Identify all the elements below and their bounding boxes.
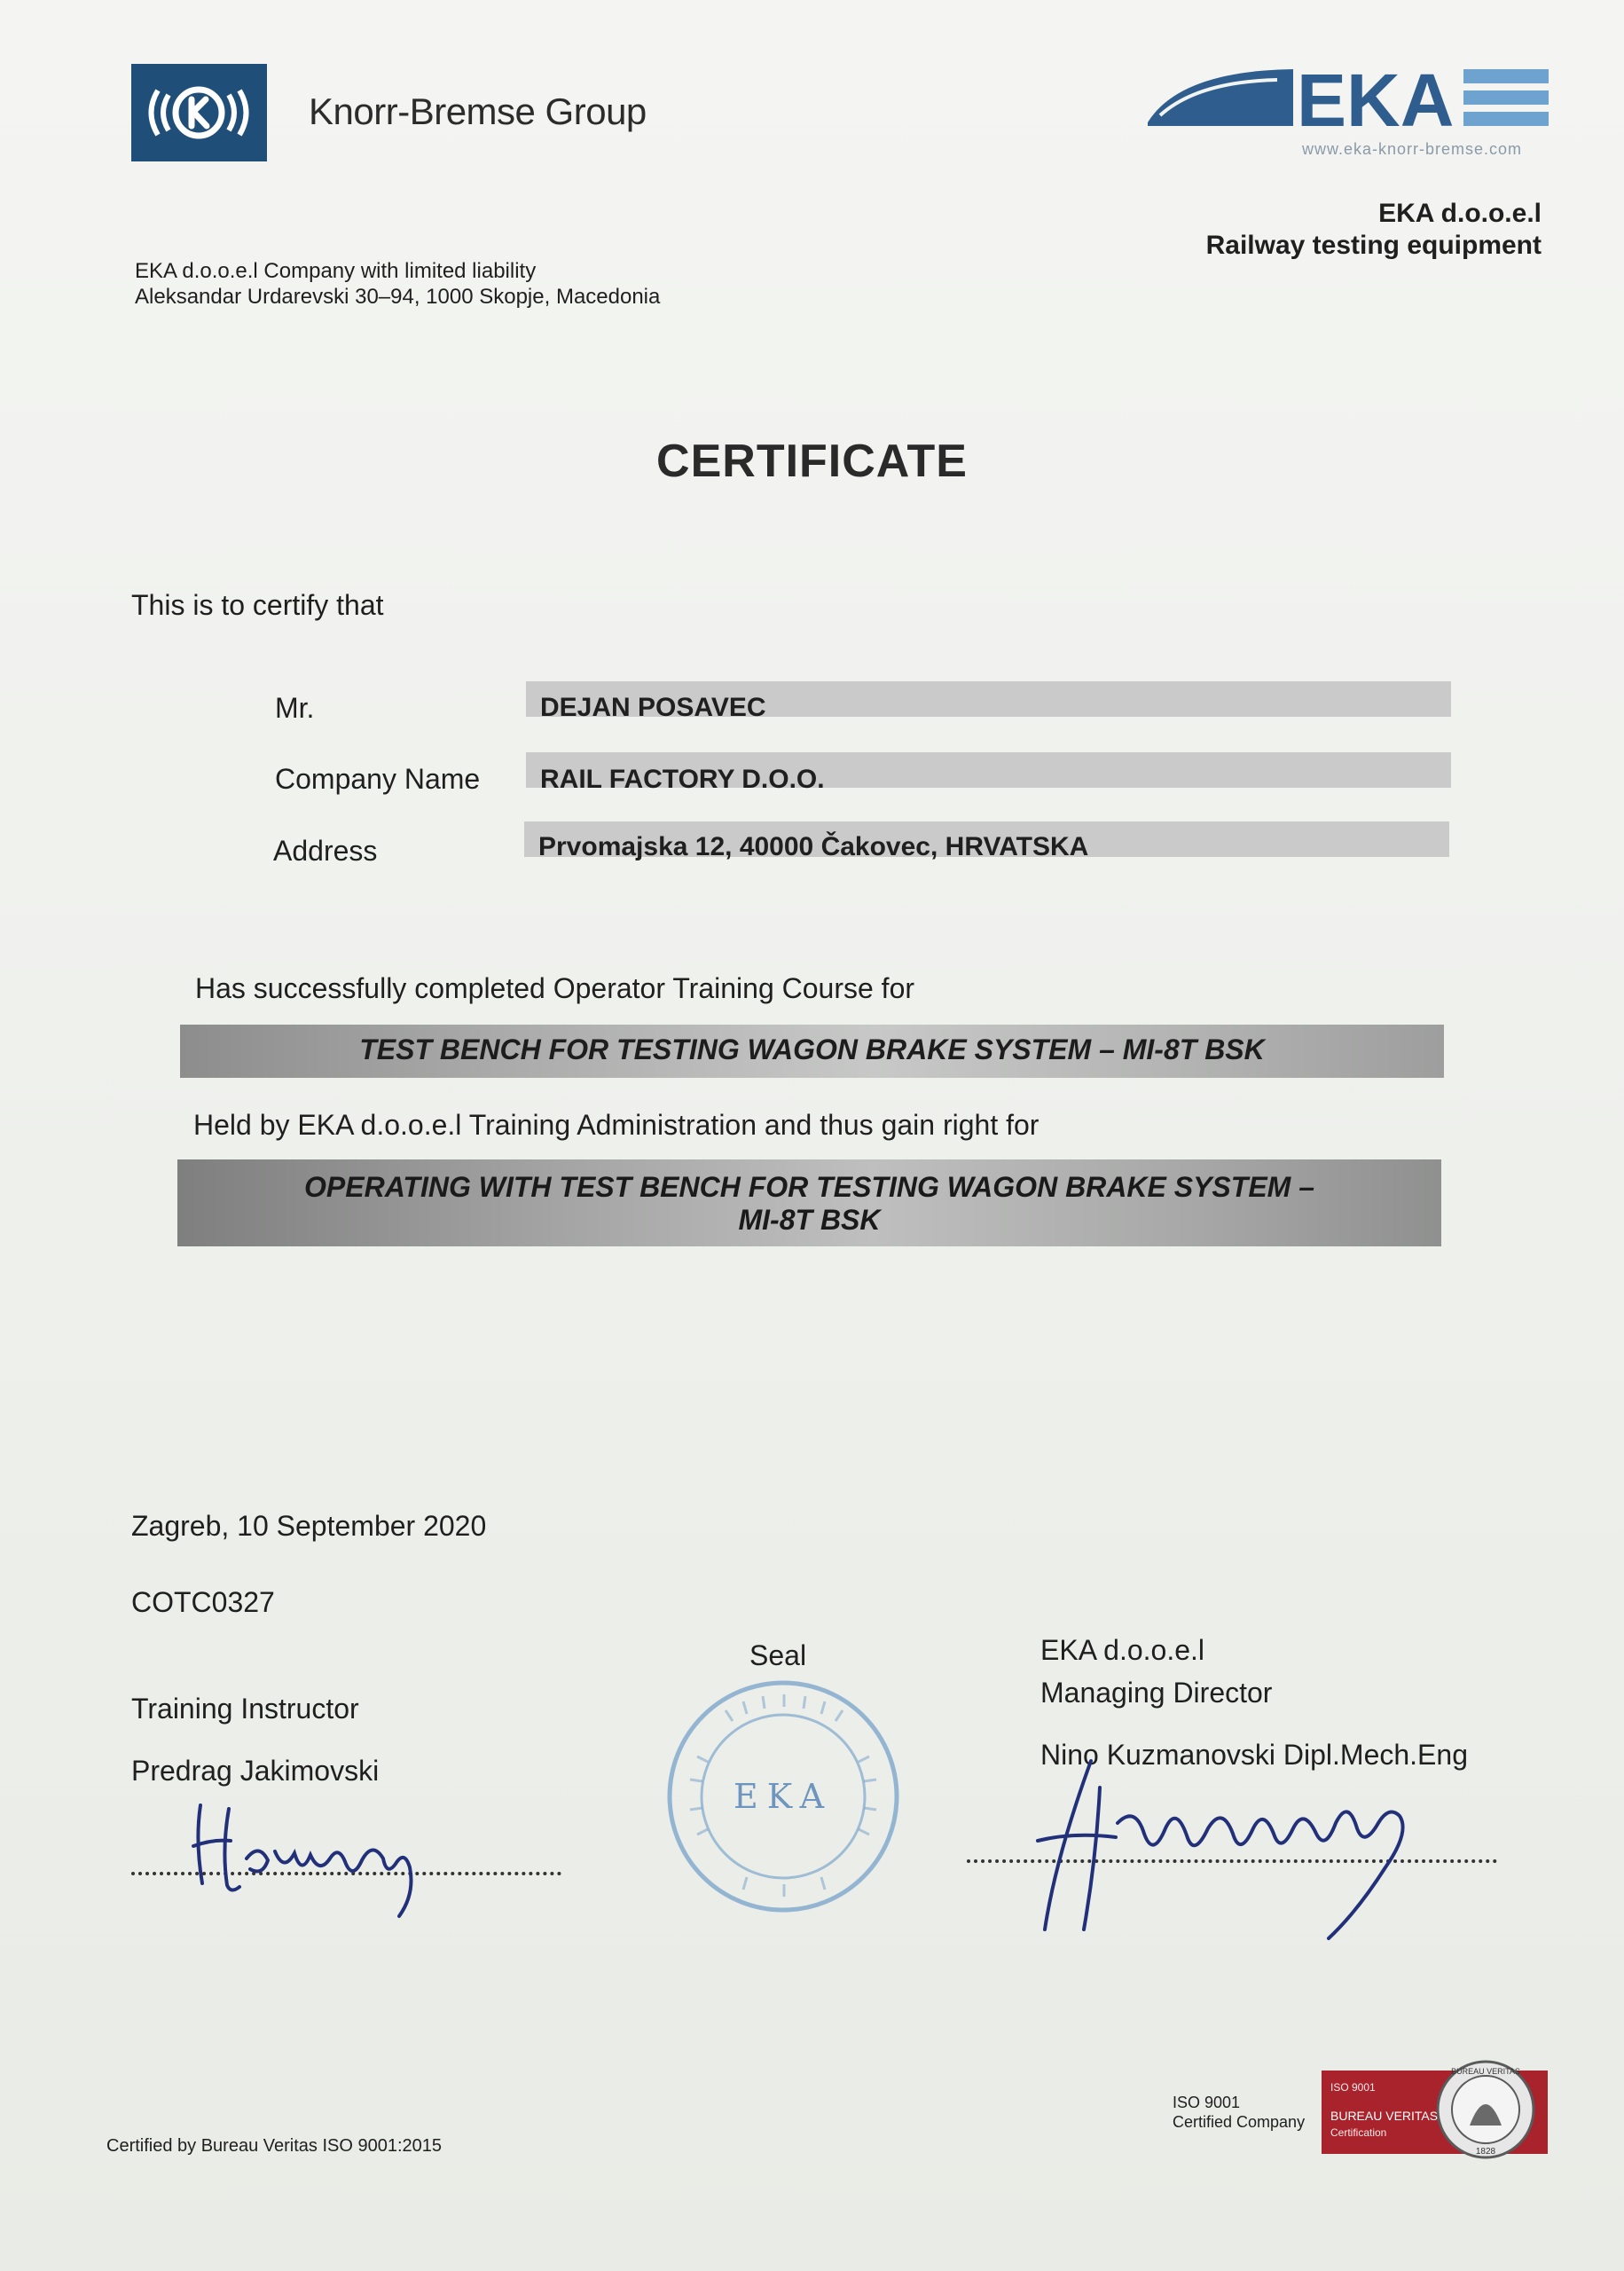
signature-icon xyxy=(177,1788,443,1921)
instructor-signature xyxy=(177,1788,443,1921)
field-label-company: Company Name xyxy=(275,763,481,795)
certify-text: This is to certify that xyxy=(131,589,384,621)
director-role: Managing Director xyxy=(1040,1677,1273,1709)
seal-text: EKA xyxy=(733,1777,834,1816)
director-signature xyxy=(1020,1752,1428,1947)
director-company: EKA d.o.o.e.l xyxy=(1040,1634,1205,1666)
signature-icon-director xyxy=(1020,1752,1428,1947)
iso-certified-label: Certified Company xyxy=(1173,2113,1306,2131)
knorr-group-name: Knorr-Bremse Group xyxy=(309,90,647,132)
bv-iso-text: ISO 9001 xyxy=(1330,2081,1376,2094)
eka-url: www.eka-knorr-bremse.com xyxy=(1302,140,1523,158)
instructor-role: Training Instructor xyxy=(131,1693,359,1725)
field-label-address: Address xyxy=(273,835,378,867)
field-value-company: RAIL FACTORY D.O.O. xyxy=(540,765,825,794)
instructor-name: Predrag Jakimovski xyxy=(131,1755,380,1787)
bv-cert-text: Certification xyxy=(1330,2126,1387,2139)
right-line-2: MI-8T BSK xyxy=(738,1204,881,1236)
held-by-text: Held by EKA d.o.o.e.l Training Administration and thus gain right for xyxy=(193,1109,1040,1141)
eka-company-name: EKA d.o.o.e.l xyxy=(1378,199,1542,228)
eka-tagline: Railway testing equipment xyxy=(1205,231,1542,260)
director-name: Nino Kuzmanovski Dipl.Mech.Eng xyxy=(1040,1739,1468,1771)
certificate-title: CERTIFICATE xyxy=(656,436,968,487)
company-address: Aleksandar Urdarevski 30–94, 1000 Skopje, Macedonia xyxy=(135,285,661,309)
issue-date: Zagreb, 10 September 2020 xyxy=(131,1510,487,1542)
company-description: EKA d.o.o.e.l Company with limited liability xyxy=(135,259,537,283)
knorr-k-icon xyxy=(131,64,267,161)
eka-seal-stamp xyxy=(663,1677,903,1916)
seal-icon xyxy=(663,1677,903,1916)
course-name: TEST BENCH FOR TESTING WAGON BRAKE SYSTEM – MI-8T BSK xyxy=(359,1033,1265,1065)
field-label-mr: Mr. xyxy=(275,692,315,724)
certificate-code: COTC0327 xyxy=(131,1586,275,1618)
seal-label: Seal xyxy=(749,1639,807,1671)
bv-seal-year: 1828 xyxy=(1475,2147,1496,2157)
certified-by-footer: Certified by Bureau Veritas ISO 9001:2015 xyxy=(106,2136,443,2156)
bv-seal-text: BUREAU VERITAS xyxy=(1451,2067,1520,2076)
eka-logo-text: EKA xyxy=(1297,62,1455,142)
course-intro-text: Has successfully completed Operator Training Course for xyxy=(195,972,915,1004)
field-value-name: DEJAN POSAVEC xyxy=(540,693,766,722)
bv-name-text: BUREAU VERITAS xyxy=(1330,2109,1439,2123)
bv-seal-icon xyxy=(1432,2056,1539,2163)
right-line-1: OPERATING WITH TEST BENCH FOR TESTING WAGON BRAKE SYSTEM – xyxy=(304,1171,1314,1203)
iso-label: ISO 9001 xyxy=(1173,2094,1241,2111)
field-value-address: Prvomajska 12, 40000 Čakovec, HRVATSKA xyxy=(538,832,1089,861)
knorr-bremse-logo xyxy=(131,64,267,161)
